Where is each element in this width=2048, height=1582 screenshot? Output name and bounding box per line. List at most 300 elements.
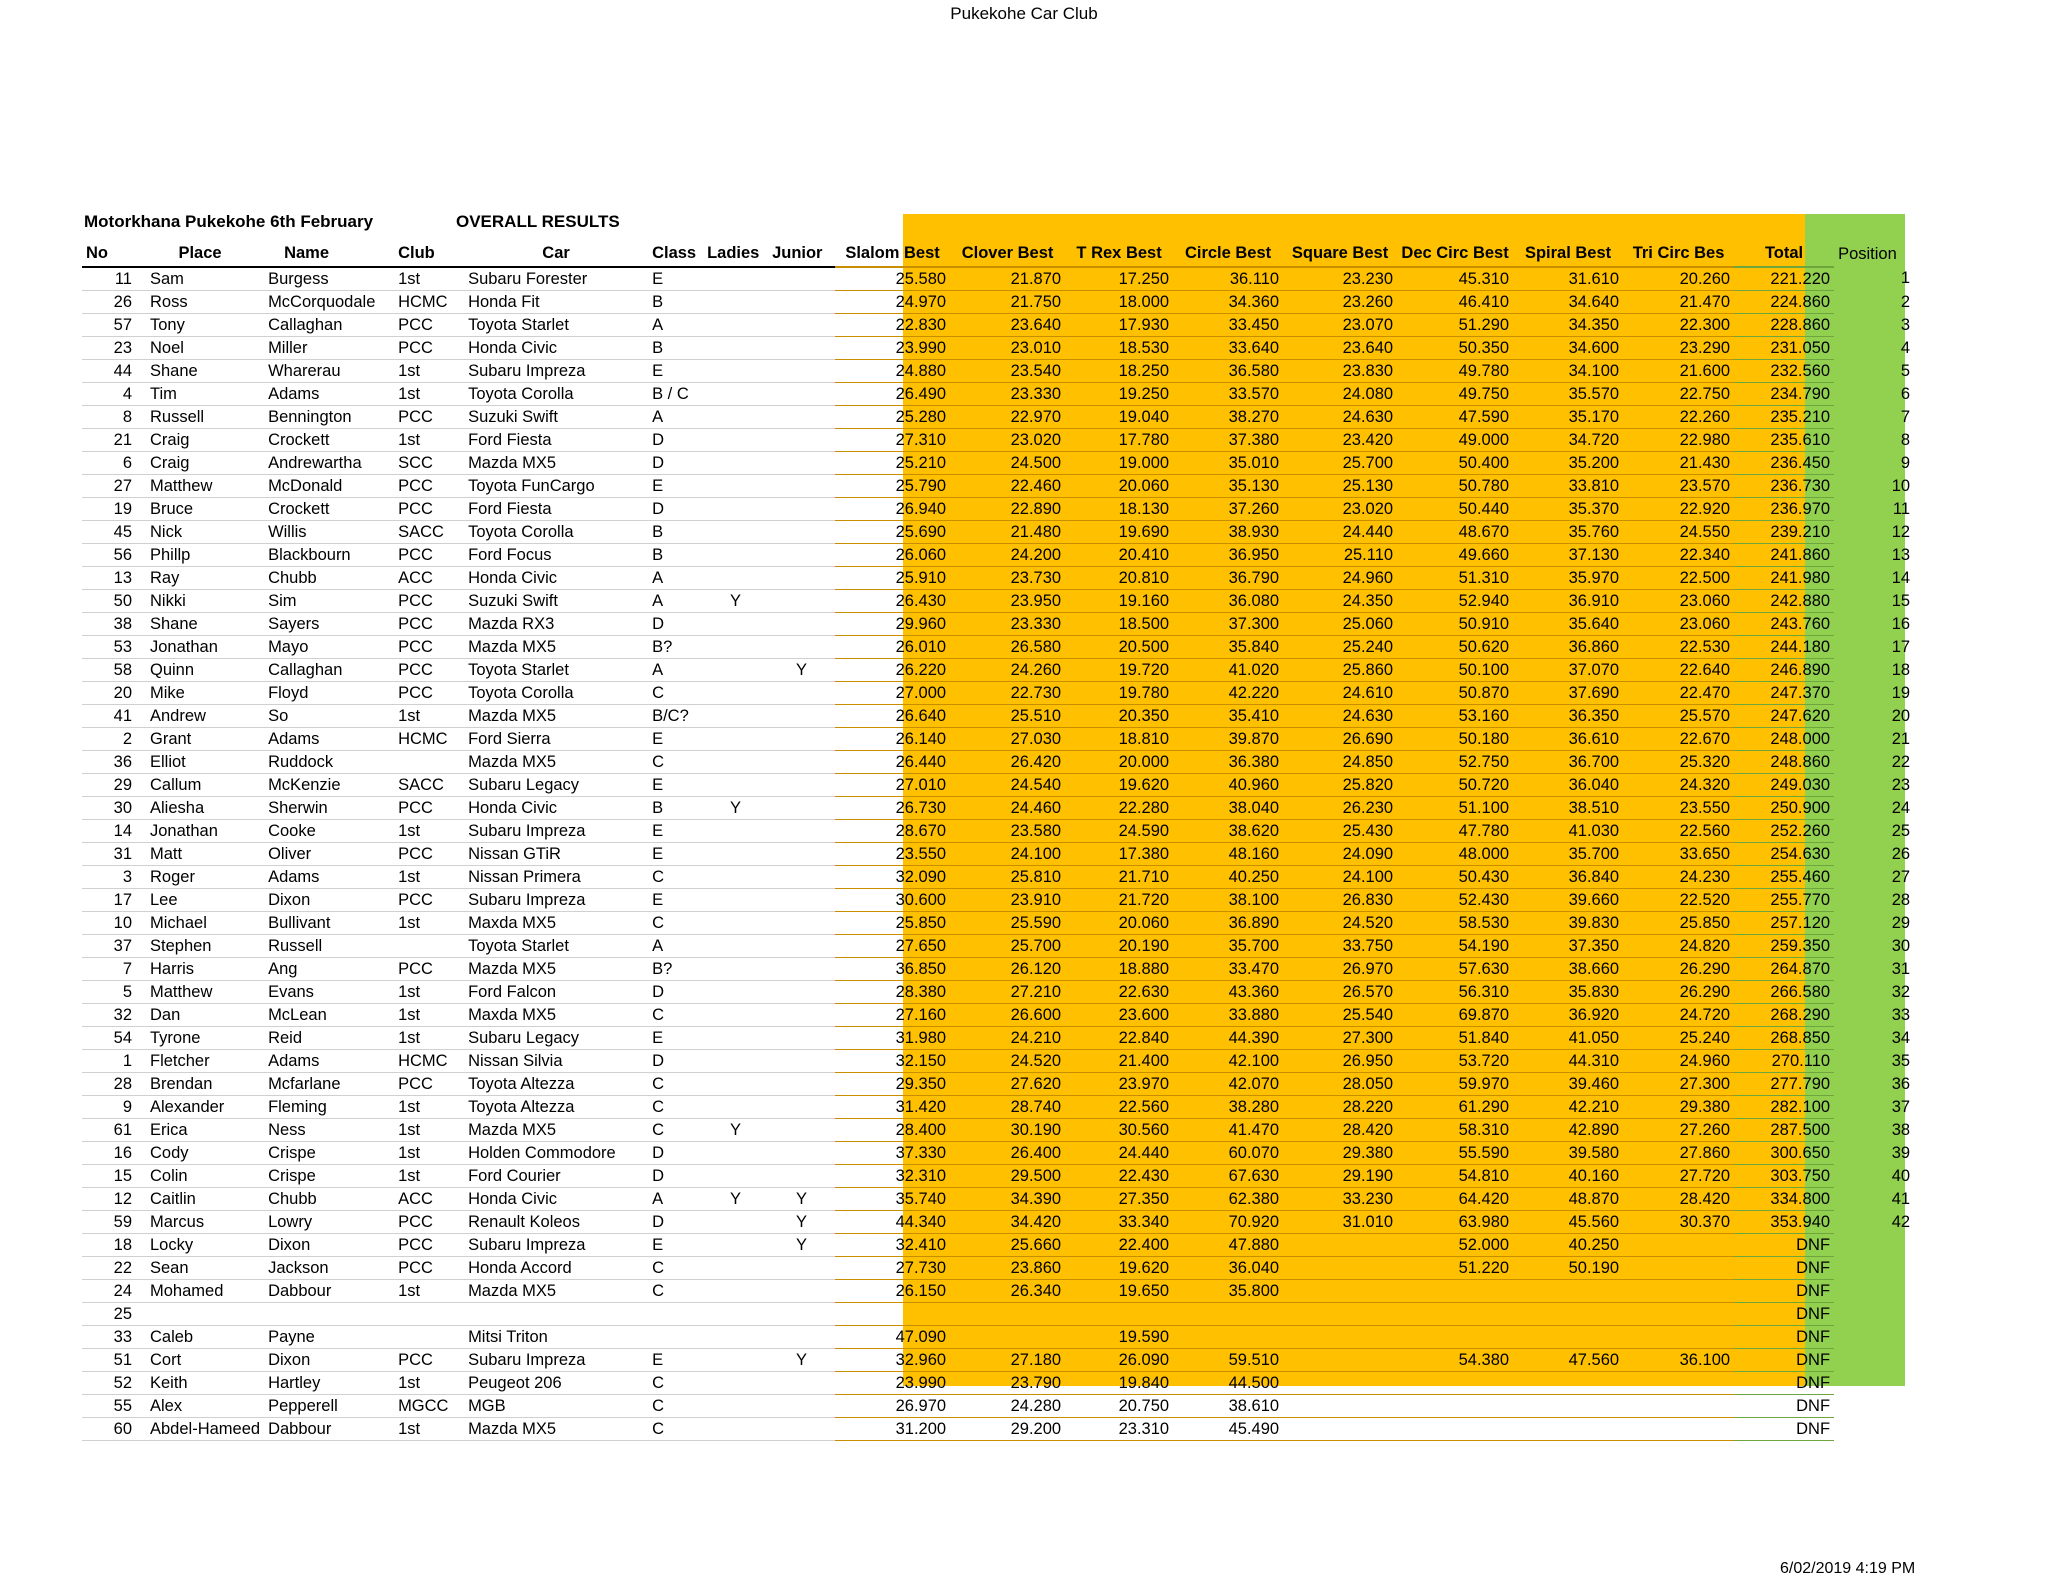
event-time: 51.100 <box>1397 797 1513 820</box>
club: 1st <box>394 1372 464 1395</box>
class: C <box>648 682 703 705</box>
car: Suzuki Swift <box>464 406 648 429</box>
club: PCC <box>394 843 464 866</box>
ladies <box>703 820 768 843</box>
event-time: 36.700 <box>1513 751 1623 774</box>
event-time <box>1513 1326 1623 1349</box>
event-time: 26.970 <box>835 1395 950 1418</box>
car: Ford Sierra <box>464 728 648 751</box>
position: 25 <box>1891 821 1911 840</box>
event-time: 26.090 <box>1065 1349 1173 1372</box>
table-row <box>82 1349 1914 1372</box>
position: 33 <box>1891 1005 1911 1024</box>
event-time: 23.020 <box>1283 498 1397 521</box>
total-time: 255.770 <box>1734 889 1834 912</box>
event-time: 37.130 <box>1513 544 1623 567</box>
event-time: 34.420 <box>950 1211 1065 1234</box>
event-time: 18.250 <box>1065 360 1173 383</box>
ladies <box>703 613 768 636</box>
event-time: 52.000 <box>1397 1234 1513 1257</box>
event-time: 24.720 <box>1623 1004 1734 1027</box>
junior <box>768 1119 835 1142</box>
car: Honda Accord <box>464 1257 648 1280</box>
class: B <box>648 291 703 314</box>
driver-first-name: Nick <box>136 521 264 544</box>
junior <box>768 475 835 498</box>
event-time: 53.720 <box>1397 1050 1513 1073</box>
club: 1st <box>394 267 464 291</box>
event-time <box>1283 1395 1397 1418</box>
event-time: 35.570 <box>1513 383 1623 406</box>
event-time: 19.650 <box>1065 1280 1173 1303</box>
event-time: 24.090 <box>1283 843 1397 866</box>
ladies <box>703 981 768 1004</box>
event-time: 31.420 <box>835 1096 950 1119</box>
class: E <box>648 728 703 751</box>
position: 10 <box>1891 476 1911 495</box>
event-time: 32.090 <box>835 866 950 889</box>
row-no: 53 <box>82 636 136 659</box>
junior <box>768 751 835 774</box>
event-time: 50.400 <box>1397 452 1513 475</box>
car: Toyota Altezza <box>464 1096 648 1119</box>
col-circle: Circle Best <box>1173 240 1283 267</box>
driver-last-name: Adams <box>264 1050 394 1073</box>
class: C <box>648 1096 703 1119</box>
event-time: 42.220 <box>1173 682 1283 705</box>
club: PCC <box>394 797 464 820</box>
row-no: 33 <box>82 1326 136 1349</box>
car: Toyota Starlet <box>464 935 648 958</box>
position: 23 <box>1891 775 1911 794</box>
ladies <box>703 774 768 797</box>
junior <box>768 705 835 728</box>
total-time: 282.100 <box>1734 1096 1834 1119</box>
car: Mitsi Triton <box>464 1326 648 1349</box>
event-time: 43.360 <box>1173 981 1283 1004</box>
event-time: 24.820 <box>1623 935 1734 958</box>
car: Ford Falcon <box>464 981 648 1004</box>
event-time: 18.500 <box>1065 613 1173 636</box>
row-no: 60 <box>82 1418 136 1441</box>
ladies <box>703 1211 768 1234</box>
event-time: 28.380 <box>835 981 950 1004</box>
event-time: 45.310 <box>1397 267 1513 291</box>
total-time: 247.620 <box>1734 705 1834 728</box>
table-row <box>82 1027 1914 1050</box>
event-time: 35.640 <box>1513 613 1623 636</box>
event-time: 33.810 <box>1513 475 1623 498</box>
ladies <box>703 1418 768 1441</box>
event-time: 19.620 <box>1065 1257 1173 1280</box>
club: PCC <box>394 1349 464 1372</box>
event-time: 41.020 <box>1173 659 1283 682</box>
club: PCC <box>394 337 464 360</box>
event-time: 48.870 <box>1513 1188 1623 1211</box>
driver-last-name: Dixon <box>264 1234 394 1257</box>
event-time: 33.570 <box>1173 383 1283 406</box>
total-time: 334.800 <box>1734 1188 1834 1211</box>
event-time: 53.160 <box>1397 705 1513 728</box>
table-row <box>82 337 1914 360</box>
class: E <box>648 843 703 866</box>
event-time <box>1397 1326 1513 1349</box>
event-time: 29.960 <box>835 613 950 636</box>
event-time: 21.470 <box>1623 291 1734 314</box>
event-time: 26.950 <box>1283 1050 1397 1073</box>
event-time: 60.070 <box>1173 1142 1283 1165</box>
junior <box>768 521 835 544</box>
junior <box>768 1418 835 1441</box>
ladies <box>703 636 768 659</box>
car: Holden Commodore <box>464 1142 648 1165</box>
club <box>394 935 464 958</box>
driver-first-name: Nikki <box>136 590 264 613</box>
event-time <box>1065 1303 1173 1326</box>
position: 4 <box>1900 338 1911 357</box>
club: SACC <box>394 774 464 797</box>
event-time: 37.070 <box>1513 659 1623 682</box>
club: ACC <box>394 567 464 590</box>
car: Toyota Starlet <box>464 314 648 337</box>
ladies <box>703 406 768 429</box>
total-time: DNF <box>1734 1303 1834 1326</box>
event-time <box>1623 1395 1734 1418</box>
car: Ford Courier <box>464 1165 648 1188</box>
event-time: 25.540 <box>1283 1004 1397 1027</box>
results-table <box>82 240 1914 1441</box>
junior <box>768 360 835 383</box>
row-no: 8 <box>82 406 136 429</box>
event-time: 29.380 <box>1623 1096 1734 1119</box>
event-time: 36.840 <box>1513 866 1623 889</box>
event-time: 26.970 <box>1283 958 1397 981</box>
club: PCC <box>394 958 464 981</box>
event-time: 22.560 <box>1065 1096 1173 1119</box>
row-no: 17 <box>82 889 136 912</box>
event-time: 48.000 <box>1397 843 1513 866</box>
driver-first-name: Shane <box>136 360 264 383</box>
event-time: 25.240 <box>1623 1027 1734 1050</box>
driver-first-name: Stephen <box>136 935 264 958</box>
event-time: 40.250 <box>1173 866 1283 889</box>
event-time: 52.430 <box>1397 889 1513 912</box>
event-time: 36.790 <box>1173 567 1283 590</box>
event-time: 24.440 <box>1283 521 1397 544</box>
row-no: 15 <box>82 1165 136 1188</box>
row-no: 51 <box>82 1349 136 1372</box>
position: 3 <box>1900 315 1911 334</box>
class: C <box>648 1004 703 1027</box>
table-row <box>82 521 1914 544</box>
event-time: 33.880 <box>1173 1004 1283 1027</box>
driver-first-name: Sam <box>136 267 264 291</box>
event-time: 23.010 <box>950 337 1065 360</box>
total-time: 232.560 <box>1734 360 1834 383</box>
driver-first-name: Locky <box>136 1234 264 1257</box>
total-time: 255.460 <box>1734 866 1834 889</box>
class: A <box>648 590 703 613</box>
table-row <box>82 636 1914 659</box>
total-time: 264.870 <box>1734 958 1834 981</box>
ladies <box>703 1050 768 1073</box>
event-time: 27.350 <box>1065 1188 1173 1211</box>
position: 17 <box>1891 637 1911 656</box>
car: Maxda MX5 <box>464 1004 648 1027</box>
event-time: 67.630 <box>1173 1165 1283 1188</box>
driver-last-name: Jackson <box>264 1257 394 1280</box>
event-time: 22.630 <box>1065 981 1173 1004</box>
table-row <box>82 1142 1914 1165</box>
row-no: 58 <box>82 659 136 682</box>
table-row <box>82 866 1914 889</box>
event-time: 26.420 <box>950 751 1065 774</box>
event-time: 26.340 <box>950 1280 1065 1303</box>
event-time: 26.120 <box>950 958 1065 981</box>
table-row <box>82 406 1914 429</box>
row-no: 24 <box>82 1280 136 1303</box>
driver-first-name: Tony <box>136 314 264 337</box>
event-time: 39.460 <box>1513 1073 1623 1096</box>
driver-last-name: Sayers <box>264 613 394 636</box>
class <box>648 1326 703 1349</box>
club: 1st <box>394 1142 464 1165</box>
event-time: 34.600 <box>1513 337 1623 360</box>
junior <box>768 682 835 705</box>
event-time: 25.850 <box>1623 912 1734 935</box>
col-no: No <box>82 240 136 267</box>
club: 1st <box>394 1280 464 1303</box>
car: Toyota Corolla <box>464 383 648 406</box>
event-time: 35.010 <box>1173 452 1283 475</box>
event-time: 35.700 <box>1513 843 1623 866</box>
total-time: DNF <box>1734 1349 1834 1372</box>
event-time: 50.910 <box>1397 613 1513 636</box>
club: PCC <box>394 314 464 337</box>
event-time <box>1283 1257 1397 1280</box>
driver-last-name: Russell <box>264 935 394 958</box>
driver-first-name: Callum <box>136 774 264 797</box>
total-time: 247.370 <box>1734 682 1834 705</box>
club: PCC <box>394 1257 464 1280</box>
total-time: 270.110 <box>1734 1050 1834 1073</box>
table-row <box>82 360 1914 383</box>
event-time: 27.650 <box>835 935 950 958</box>
row-no: 52 <box>82 1372 136 1395</box>
row-no: 6 <box>82 452 136 475</box>
class: D <box>648 429 703 452</box>
driver-last-name: Pepperell <box>264 1395 394 1418</box>
club: 1st <box>394 1418 464 1441</box>
class: E <box>648 889 703 912</box>
table-row <box>82 590 1914 613</box>
club: PCC <box>394 889 464 912</box>
event-time: 26.940 <box>835 498 950 521</box>
table-row <box>82 452 1914 475</box>
car: Honda Civic <box>464 337 648 360</box>
driver-last-name: Crispe <box>264 1142 394 1165</box>
event-time: 22.560 <box>1623 820 1734 843</box>
table-row <box>82 728 1914 751</box>
event-time: 23.830 <box>1283 360 1397 383</box>
row-no: 38 <box>82 613 136 636</box>
event-time: 54.810 <box>1397 1165 1513 1188</box>
event-time: 19.620 <box>1065 774 1173 797</box>
car: Subaru Impreza <box>464 1349 648 1372</box>
class: B <box>648 337 703 360</box>
table-row <box>82 1119 1914 1142</box>
event-time: 37.380 <box>1173 429 1283 452</box>
event-time: 34.640 <box>1513 291 1623 314</box>
driver-last-name: Lowry <box>264 1211 394 1234</box>
car: Nissan Silvia <box>464 1050 648 1073</box>
car: Subaru Legacy <box>464 1027 648 1050</box>
junior <box>768 797 835 820</box>
driver-last-name: Adams <box>264 728 394 751</box>
event-time: 24.100 <box>950 843 1065 866</box>
col-square: Square Best <box>1283 240 1397 267</box>
table-row <box>82 1303 1914 1326</box>
position: 9 <box>1900 453 1911 472</box>
total-time: 236.730 <box>1734 475 1834 498</box>
ladies <box>703 705 768 728</box>
event-time: 21.400 <box>1065 1050 1173 1073</box>
event-time: 34.390 <box>950 1188 1065 1211</box>
junior: Y <box>768 659 835 682</box>
event-time: 26.290 <box>1623 981 1734 1004</box>
position: 14 <box>1891 568 1911 587</box>
event-time: 20.260 <box>1623 267 1734 291</box>
event-time: 50.190 <box>1513 1257 1623 1280</box>
car: Nissan Primera <box>464 866 648 889</box>
event-time: 21.480 <box>950 521 1065 544</box>
table-row <box>82 659 1914 682</box>
event-time: 35.760 <box>1513 521 1623 544</box>
event-time: 35.410 <box>1173 705 1283 728</box>
driver-first-name: Aliesha <box>136 797 264 820</box>
row-no: 13 <box>82 567 136 590</box>
row-no: 37 <box>82 935 136 958</box>
class: D <box>648 1165 703 1188</box>
event-time: 27.300 <box>1623 1073 1734 1096</box>
event-time: 18.130 <box>1065 498 1173 521</box>
event-time: 28.420 <box>1623 1188 1734 1211</box>
driver-last-name: Blackbourn <box>264 544 394 567</box>
event-time: 21.600 <box>1623 360 1734 383</box>
event-time: 35.700 <box>1173 935 1283 958</box>
event-time: 23.970 <box>1065 1073 1173 1096</box>
driver-first-name: Ray <box>136 567 264 590</box>
total-time: 236.970 <box>1734 498 1834 521</box>
event-time <box>1397 1303 1513 1326</box>
event-time: 42.210 <box>1513 1096 1623 1119</box>
driver-first-name: Matthew <box>136 981 264 1004</box>
table-row <box>82 1096 1914 1119</box>
driver-first-name <box>136 1303 264 1326</box>
event-time: 24.100 <box>1283 866 1397 889</box>
driver-last-name: Mcfarlane <box>264 1073 394 1096</box>
col-place: Place <box>136 240 264 267</box>
event-time: 25.570 <box>1623 705 1734 728</box>
col-class: Class <box>648 240 703 267</box>
driver-last-name: So <box>264 705 394 728</box>
ladies <box>703 429 768 452</box>
event-time: 27.720 <box>1623 1165 1734 1188</box>
event-time: 36.350 <box>1513 705 1623 728</box>
event-time: 23.860 <box>950 1257 1065 1280</box>
driver-first-name: Roger <box>136 866 264 889</box>
event-time: 29.200 <box>950 1418 1065 1441</box>
row-no: 2 <box>82 728 136 751</box>
row-no: 27 <box>82 475 136 498</box>
total-time: 224.860 <box>1734 291 1834 314</box>
total-time: DNF <box>1734 1395 1834 1418</box>
event-time: 38.510 <box>1513 797 1623 820</box>
table-row <box>82 1234 1914 1257</box>
junior <box>768 1096 835 1119</box>
car: Nissan GTiR <box>464 843 648 866</box>
event-time: 63.980 <box>1397 1211 1513 1234</box>
ladies <box>703 1395 768 1418</box>
ladies <box>703 1027 768 1050</box>
driver-first-name: Quinn <box>136 659 264 682</box>
driver-last-name: McKenzie <box>264 774 394 797</box>
event-time: 35.200 <box>1513 452 1623 475</box>
event-time: 22.470 <box>1623 682 1734 705</box>
event-time: 25.130 <box>1283 475 1397 498</box>
driver-last-name <box>264 1303 394 1326</box>
row-no: 30 <box>82 797 136 820</box>
driver-last-name: Chubb <box>264 567 394 590</box>
driver-first-name: Tyrone <box>136 1027 264 1050</box>
event-time: 31.610 <box>1513 267 1623 291</box>
class: E <box>648 1234 703 1257</box>
position <box>1834 1303 1914 1326</box>
event-time: 46.410 <box>1397 291 1513 314</box>
event-time: 49.000 <box>1397 429 1513 452</box>
class: D <box>648 981 703 1004</box>
event-time: 22.520 <box>1623 889 1734 912</box>
junior <box>768 1280 835 1303</box>
event-time: 38.040 <box>1173 797 1283 820</box>
junior <box>768 267 835 291</box>
car: Subaru Impreza <box>464 889 648 912</box>
event-time: 25.910 <box>835 567 950 590</box>
event-time: 26.490 <box>835 383 950 406</box>
event-time: 23.990 <box>835 1372 950 1395</box>
table-row <box>82 1211 1914 1234</box>
event-time: 33.640 <box>1173 337 1283 360</box>
driver-first-name: Shane <box>136 613 264 636</box>
event-time: 23.640 <box>950 314 1065 337</box>
event-time: 19.780 <box>1065 682 1173 705</box>
total-time: 243.760 <box>1734 613 1834 636</box>
class: E <box>648 820 703 843</box>
event-time: 47.880 <box>1173 1234 1283 1257</box>
junior <box>768 935 835 958</box>
event-time: 18.530 <box>1065 337 1173 360</box>
driver-first-name: Abdel-Hameed <box>136 1418 264 1441</box>
event-time: 36.040 <box>1173 1257 1283 1280</box>
driver-first-name: Alexander <box>136 1096 264 1119</box>
event-time: 40.250 <box>1513 1234 1623 1257</box>
event-time: 23.420 <box>1283 429 1397 452</box>
driver-first-name: Craig <box>136 452 264 475</box>
car: MGB <box>464 1395 648 1418</box>
total-time: 254.630 <box>1734 843 1834 866</box>
ladies <box>703 1096 768 1119</box>
position: 15 <box>1891 591 1911 610</box>
